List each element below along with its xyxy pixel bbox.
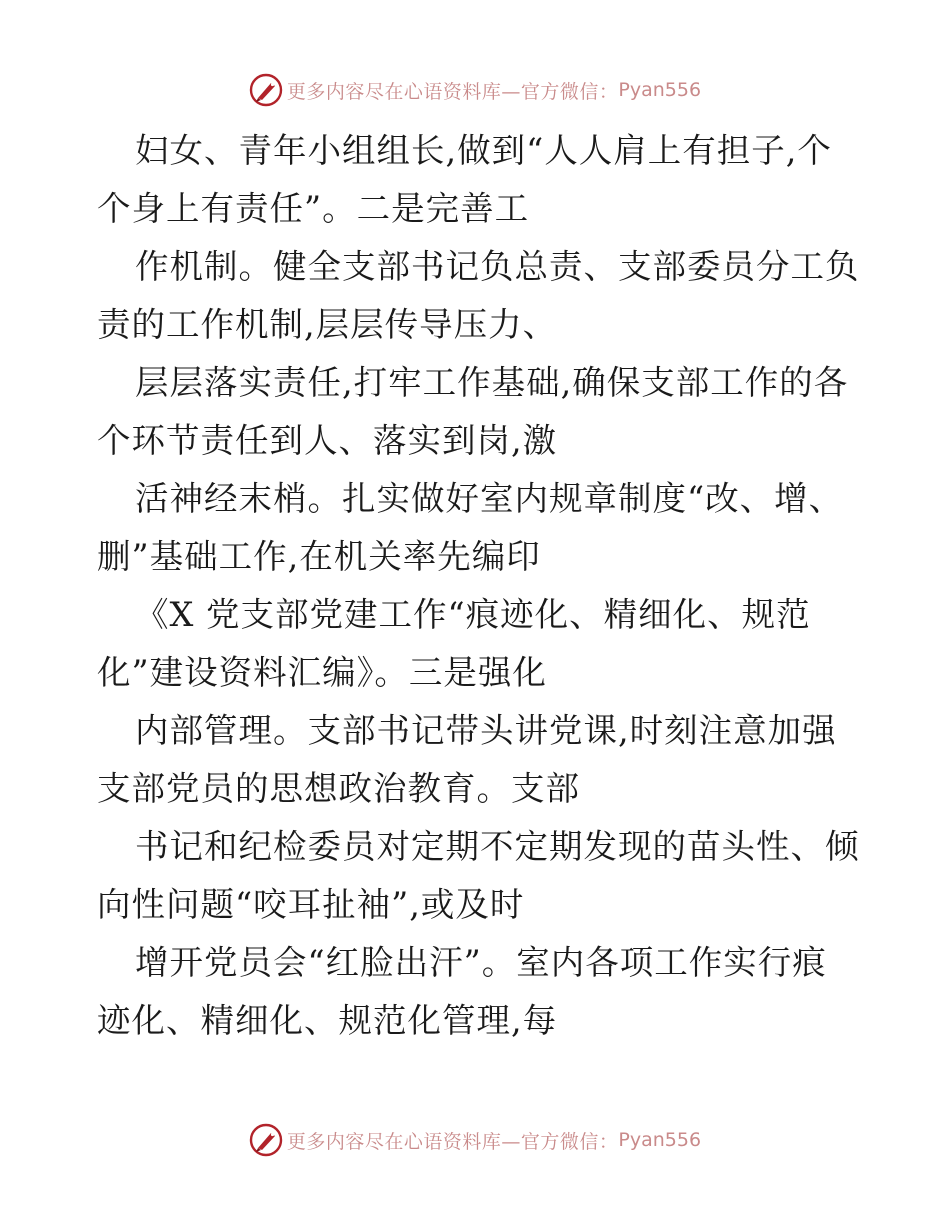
text-line: 删”基础工作,在机关率先编印 — [97, 537, 541, 576]
watermark-text: 更多内容尽在心语资料库—官方微信： — [286, 80, 619, 103]
text-line: 书记和纪检委员对定期不定期发现的苗头性、倾 — [135, 827, 860, 866]
text-line: 妇女、青年小组组长,做到“人人肩上有担子,个 — [135, 131, 832, 170]
watermark-wechat-id: Pyan556 — [618, 1129, 702, 1151]
text-line: 化”建设资料汇编》。三是强化 — [97, 653, 547, 692]
header-watermark — [0, 70, 950, 110]
pen-logo-icon — [249, 73, 283, 107]
text-line: 内部管理。支部书记带头讲党课,时刻注意加强 — [135, 711, 837, 750]
text-line: 迹化、精细化、规范化管理,每 — [97, 1001, 558, 1040]
text-line: 支部党员的思想政治教育。支部 — [97, 769, 580, 808]
text-line: 个身上有责任”。二是完善工 — [97, 189, 530, 228]
text-line: 层层落实责任,打牢工作基础,确保支部工作的各 — [135, 363, 849, 402]
text-line: 增开党员会“红脸出汗”。室内各项工作实行痕 — [135, 943, 827, 982]
document-body — [97, 122, 860, 1050]
text-line: 向性问题“咬耳扯袖”,或及时 — [97, 885, 525, 924]
pen-logo-icon — [249, 1123, 283, 1157]
text-line: 作机制。健全支部书记负总责、支部委员分工负 — [135, 247, 860, 286]
watermark-wechat-id: Pyan556 — [618, 79, 702, 101]
text-line: 责的工作机制,层层传导压力、 — [97, 305, 558, 344]
text-line: 活神经末梢。扎实做好室内规章制度“改、增、 — [135, 479, 844, 518]
text-line: 《X 党支部党建工作“痕迹化、精细化、规范 — [135, 595, 811, 634]
footer-watermark — [0, 1120, 950, 1160]
text-line: 个环节责任到人、落实到岗,激 — [97, 421, 558, 460]
watermark-text: 更多内容尽在心语资料库—官方微信： — [286, 1130, 619, 1153]
